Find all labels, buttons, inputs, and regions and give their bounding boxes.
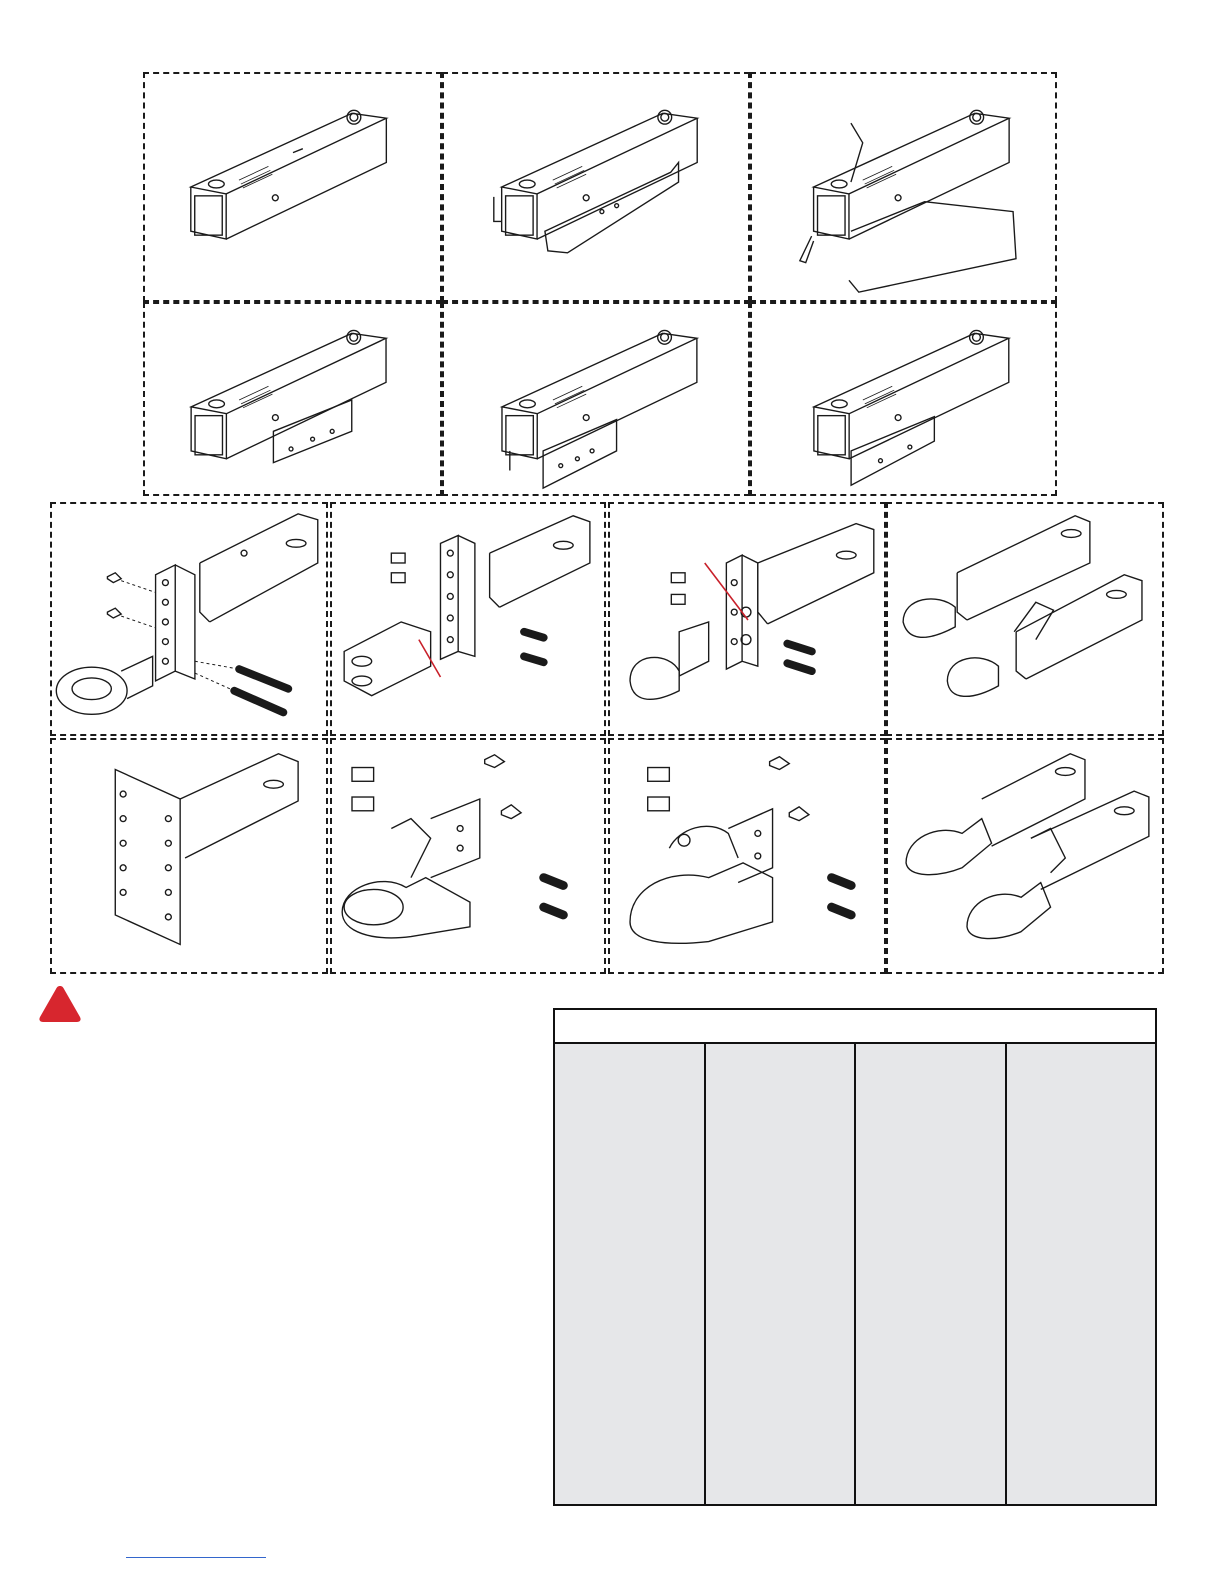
parts-table-header [554, 1009, 1156, 1043]
panel-receiver-double-plate-2 [750, 302, 1057, 496]
table-row [554, 1043, 1156, 1274]
lunette-ring-icon [52, 504, 326, 734]
table-row [554, 1274, 1156, 1505]
panel-ball-coupler-latch [330, 738, 606, 974]
panel-ball-coupler-assembled [886, 738, 1164, 974]
ball-coupler-icon [332, 740, 604, 972]
panel-clevis-mount [330, 502, 606, 736]
table-cell [554, 1043, 705, 1274]
table-cell [705, 1274, 856, 1505]
panel-ball-coupler-lever [608, 738, 886, 974]
panel-receiver-double-plate [442, 302, 750, 496]
receiver-tube-icon [145, 74, 440, 300]
panel-mount-plate [50, 738, 328, 974]
panel-receiver-wedge [750, 72, 1057, 302]
receiver-wedge-icon [752, 74, 1055, 300]
table-cell [1006, 1043, 1157, 1274]
footer-link[interactable] [126, 1556, 266, 1558]
receiver-plate-icon [145, 304, 440, 494]
pintle-coupler-icon [610, 504, 884, 734]
table-cell [554, 1274, 705, 1505]
ball-coupler-icon [610, 740, 884, 972]
receiver-double-plate-icon [752, 304, 1055, 494]
receiver-saddle-icon [444, 74, 748, 300]
warning-triangle-icon [38, 984, 82, 1024]
table-cell [705, 1043, 856, 1274]
parts-table [553, 1008, 1157, 1506]
panel-receiver-plate [143, 302, 442, 496]
receiver-double-plate-icon [444, 304, 748, 494]
clevis-icon [332, 504, 604, 734]
panel-pintle-assembled [886, 502, 1164, 736]
ball-coupler-assembled-icon [888, 740, 1162, 972]
table-cell [855, 1043, 1006, 1274]
table-cell [855, 1274, 1006, 1505]
panel-lunette-ring [50, 502, 328, 736]
table-cell [1006, 1274, 1157, 1505]
panel-receiver-saddle [442, 72, 750, 302]
panel-receiver-plain [143, 72, 442, 302]
pintle-assembled-icon [888, 504, 1162, 734]
panel-pintle-coupler [608, 502, 886, 736]
mount-plate-icon [52, 740, 326, 972]
